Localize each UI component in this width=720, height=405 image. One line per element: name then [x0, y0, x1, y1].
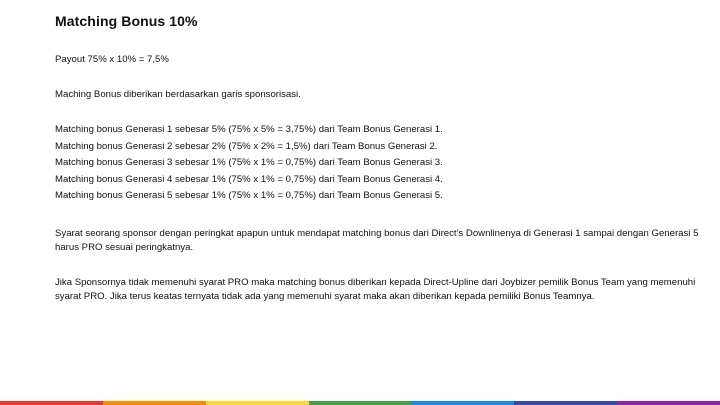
bottom-bar-segment [206, 401, 309, 405]
payout-text: Payout 75% x 10% = 7,5% [55, 54, 169, 65]
generation-item-2: Matching bonus Generasi 2 sebesar 2% (75% x 2% = 1,5%) dari Team Bonus Generasi 2. [55, 140, 438, 152]
intro-text: Maching Bonus diberikan berdasarkan garis sponsorisasi. [55, 89, 301, 100]
slide-title: Matching Bonus 10% [55, 13, 198, 29]
bottom-bar-segment [309, 401, 412, 405]
generation-list [55, 122, 443, 205]
generation-item-1: Matching bonus Generasi 1 sebesar 5% (75% x 5% = 3,75%) dari Team Bonus Generasi 1. [55, 124, 443, 135]
bottom-bar-segment [0, 401, 103, 405]
bottom-bar-segment [103, 401, 206, 405]
bottom-bar-segment [514, 401, 617, 405]
jika-paragraph: Jika Sponsornya tidak memenuhi syarat PRO maka matching bonus diberikan kepada Direct-Upline dari Joybizer pemilik Bonus Team yang memenuhi syarat PRO. Jika terus keatas ternyata tidak ada yang memenuhi syarat maka akan diberikan kepada pemiliki Bonus Teamnya. [55, 277, 696, 302]
bottom-bar-segment [411, 401, 514, 405]
bottom-color-bar [0, 401, 720, 405]
generation-item-3: Matching bonus Generasi 3 sebesar 1% (75% x 1% = 0,75%) dari Team Bonus Generasi 3. [55, 157, 443, 168]
generation-item-4: Matching bonus Generasi 4 sebesar 1% (75% x 1% = 0,75%) dari Team Bonus Generasi 4. [55, 173, 443, 185]
bottom-bar-segment [617, 401, 720, 405]
syarat-paragraph: Syarat seorang sponsor dengan peringkat apapun untuk mendapat matching bonus dari Direct's Downlinenya di Generasi 1 sampai dengan Generasi 5 harus PRO sesuai peringkatnya. [55, 228, 699, 253]
generation-item-5: Matching bonus Generasi 5 sebesar 1% (75% x 1% = 0,75%) dari Team Bonus Generasi 5. [55, 190, 443, 201]
